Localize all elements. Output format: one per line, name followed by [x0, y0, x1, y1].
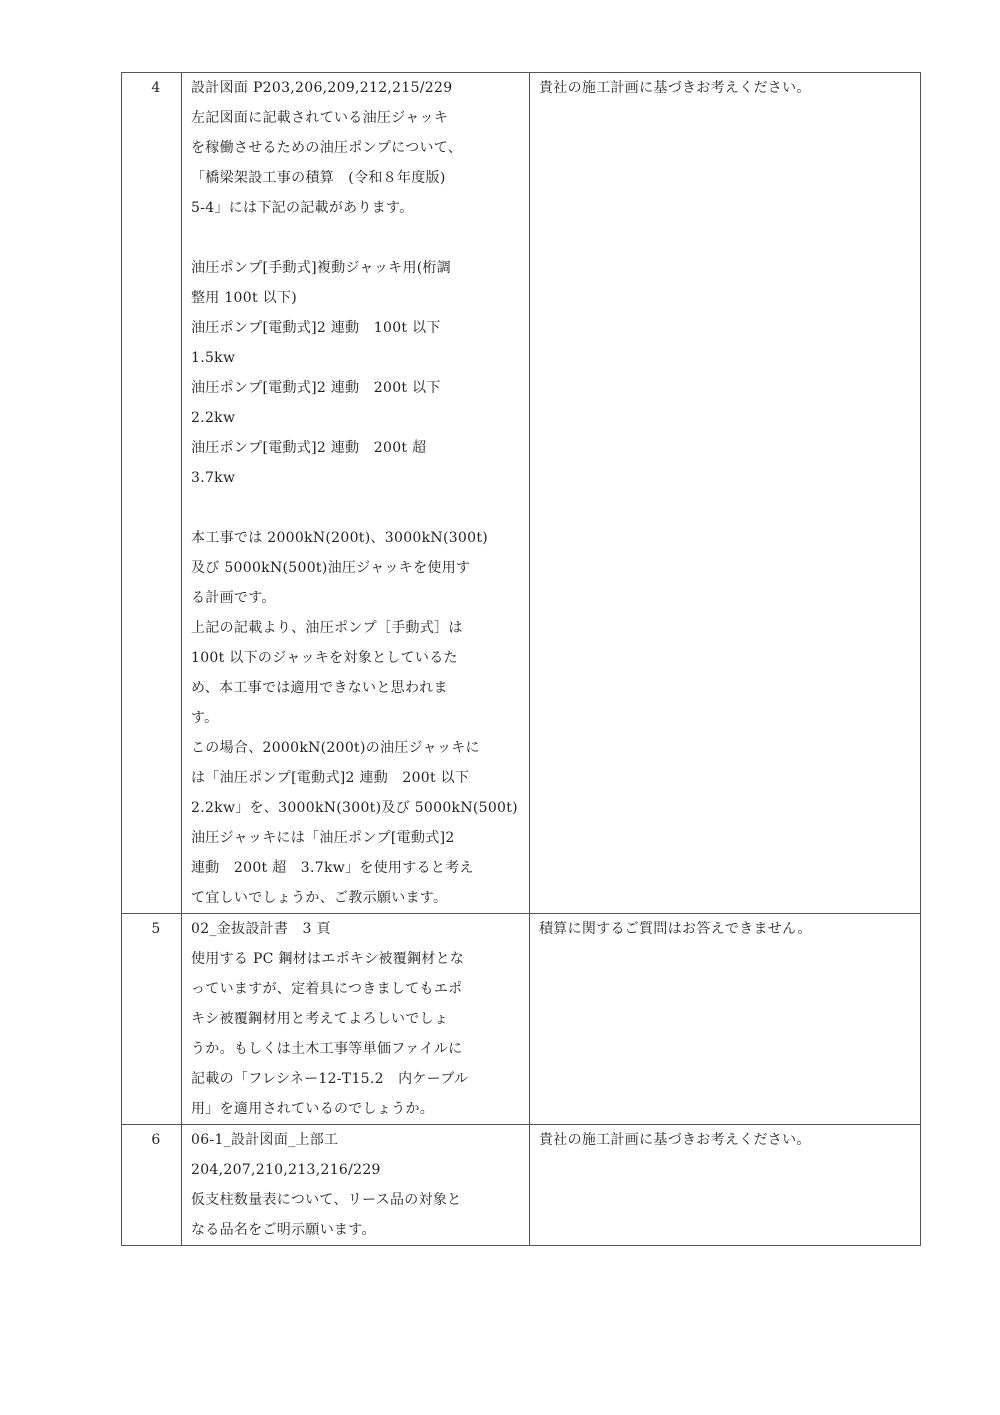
question-line: 02_金抜設計書 3 頁	[191, 921, 331, 937]
question-line: 記載の「フレシネー12-T15.2 内ケーブル	[191, 1071, 469, 1087]
question-line: 左記図面に記載されている油圧ジャッキ	[191, 110, 449, 126]
answer-cell	[530, 1125, 921, 1246]
question-line	[182, 223, 529, 253]
question-line: を稼働させるための油圧ポンプについて、	[191, 140, 463, 156]
qa-table-body	[122, 73, 921, 1246]
question-line: 使用する PC 鋼材はエポキシ被覆鋼材とな	[191, 951, 465, 967]
row-number: 6	[151, 1132, 161, 1148]
table-row	[122, 73, 921, 914]
answer-cell	[530, 914, 921, 1125]
question-line: なる品名をご明示願います。	[191, 1222, 376, 1238]
question-line: 整用 100t 以下)	[191, 290, 298, 306]
answer-cell	[530, 73, 921, 914]
qa-table	[121, 72, 921, 1246]
question-line: 上記の記載より、油圧ポンプ［手動式］は	[191, 620, 463, 636]
question-line: め、本工事では適用できないと思われま	[191, 680, 448, 696]
question-line: 2.2kw」を、3000kN(300t)及び 5000kN(500t)	[191, 800, 518, 816]
question-line: 設計図面 P203,206,209,212,215/229	[191, 80, 453, 96]
question-line	[182, 493, 529, 523]
question-line: 仮支柱数量表について、リース品の対象と	[191, 1192, 462, 1208]
question-line: 連動 200t 超 3.7kw」を使用すると考え	[191, 860, 474, 876]
row-number: 4	[151, 80, 161, 96]
question-line: 204,207,210,213,216/229	[191, 1162, 381, 1178]
question-cell	[182, 1125, 530, 1246]
row-number: 5	[151, 921, 161, 937]
row-number-cell	[122, 1125, 182, 1246]
question-cell	[182, 914, 530, 1125]
question-line: 本工事では 2000kN(200t)、3000kN(300t)	[191, 530, 489, 546]
question-line: す。	[191, 710, 219, 726]
question-line: 3.7kw	[191, 470, 236, 486]
answer-text: 貴社の施工計画に基づきお考えください。	[539, 80, 811, 96]
answer-text: 積算に関するご質問はお答えできません。	[539, 921, 812, 937]
answer-text: 貴社の施工計画に基づきお考えください。	[539, 1132, 811, 1148]
question-line: 5-4」には下記の記載があります。	[191, 200, 414, 216]
question-line: この場合、2000kN(200t)の油圧ジャッキに	[191, 740, 480, 756]
question-line: る計画です。	[191, 590, 276, 606]
question-line: て宜しいでしょうか、ご教示願います。	[191, 890, 448, 906]
question-line: 用」を適用されているのでしょうか。	[191, 1101, 435, 1117]
question-line: 2.2kw	[191, 410, 236, 426]
question-line: 100t 以下のジャッキを対象としているた	[191, 650, 458, 666]
row-number-cell	[122, 73, 182, 914]
question-line: 油圧ポンプ[電動式]2 連動 200t 以下	[191, 380, 441, 396]
question-line: 油圧ポンプ[手動式]複動ジャッキ用(桁調	[191, 260, 452, 276]
question-line: 油圧ポンプ[電動式]2 連動 200t 超	[191, 440, 427, 456]
question-line: うか。もしくは土木工事等単価ファイルに	[191, 1041, 463, 1057]
question-line: 06-1_設計図面_上部工	[191, 1132, 339, 1148]
question-line: 1.5kw	[191, 350, 236, 366]
question-cell	[182, 73, 530, 914]
question-line: 油圧ジャッキには「油圧ポンプ[電動式]2	[191, 830, 455, 846]
row-number-cell	[122, 914, 182, 1125]
question-line: キシ被覆鋼材用と考えてよろしいでしょ	[191, 1011, 449, 1027]
question-line: っていますが、定着具につきましてもエポ	[191, 981, 463, 997]
question-line: は「油圧ポンプ[電動式]2 連動 200t 以下	[191, 770, 470, 786]
table-row	[122, 1125, 921, 1246]
question-line: 及び 5000kN(500t)油圧ジャッキを使用す	[191, 560, 471, 576]
question-line: 「橋梁架設工事の積算 (令和８年度版)	[191, 170, 446, 186]
table-row	[122, 914, 921, 1125]
question-line: 油圧ポンプ[電動式]2 連動 100t 以下	[191, 320, 441, 336]
